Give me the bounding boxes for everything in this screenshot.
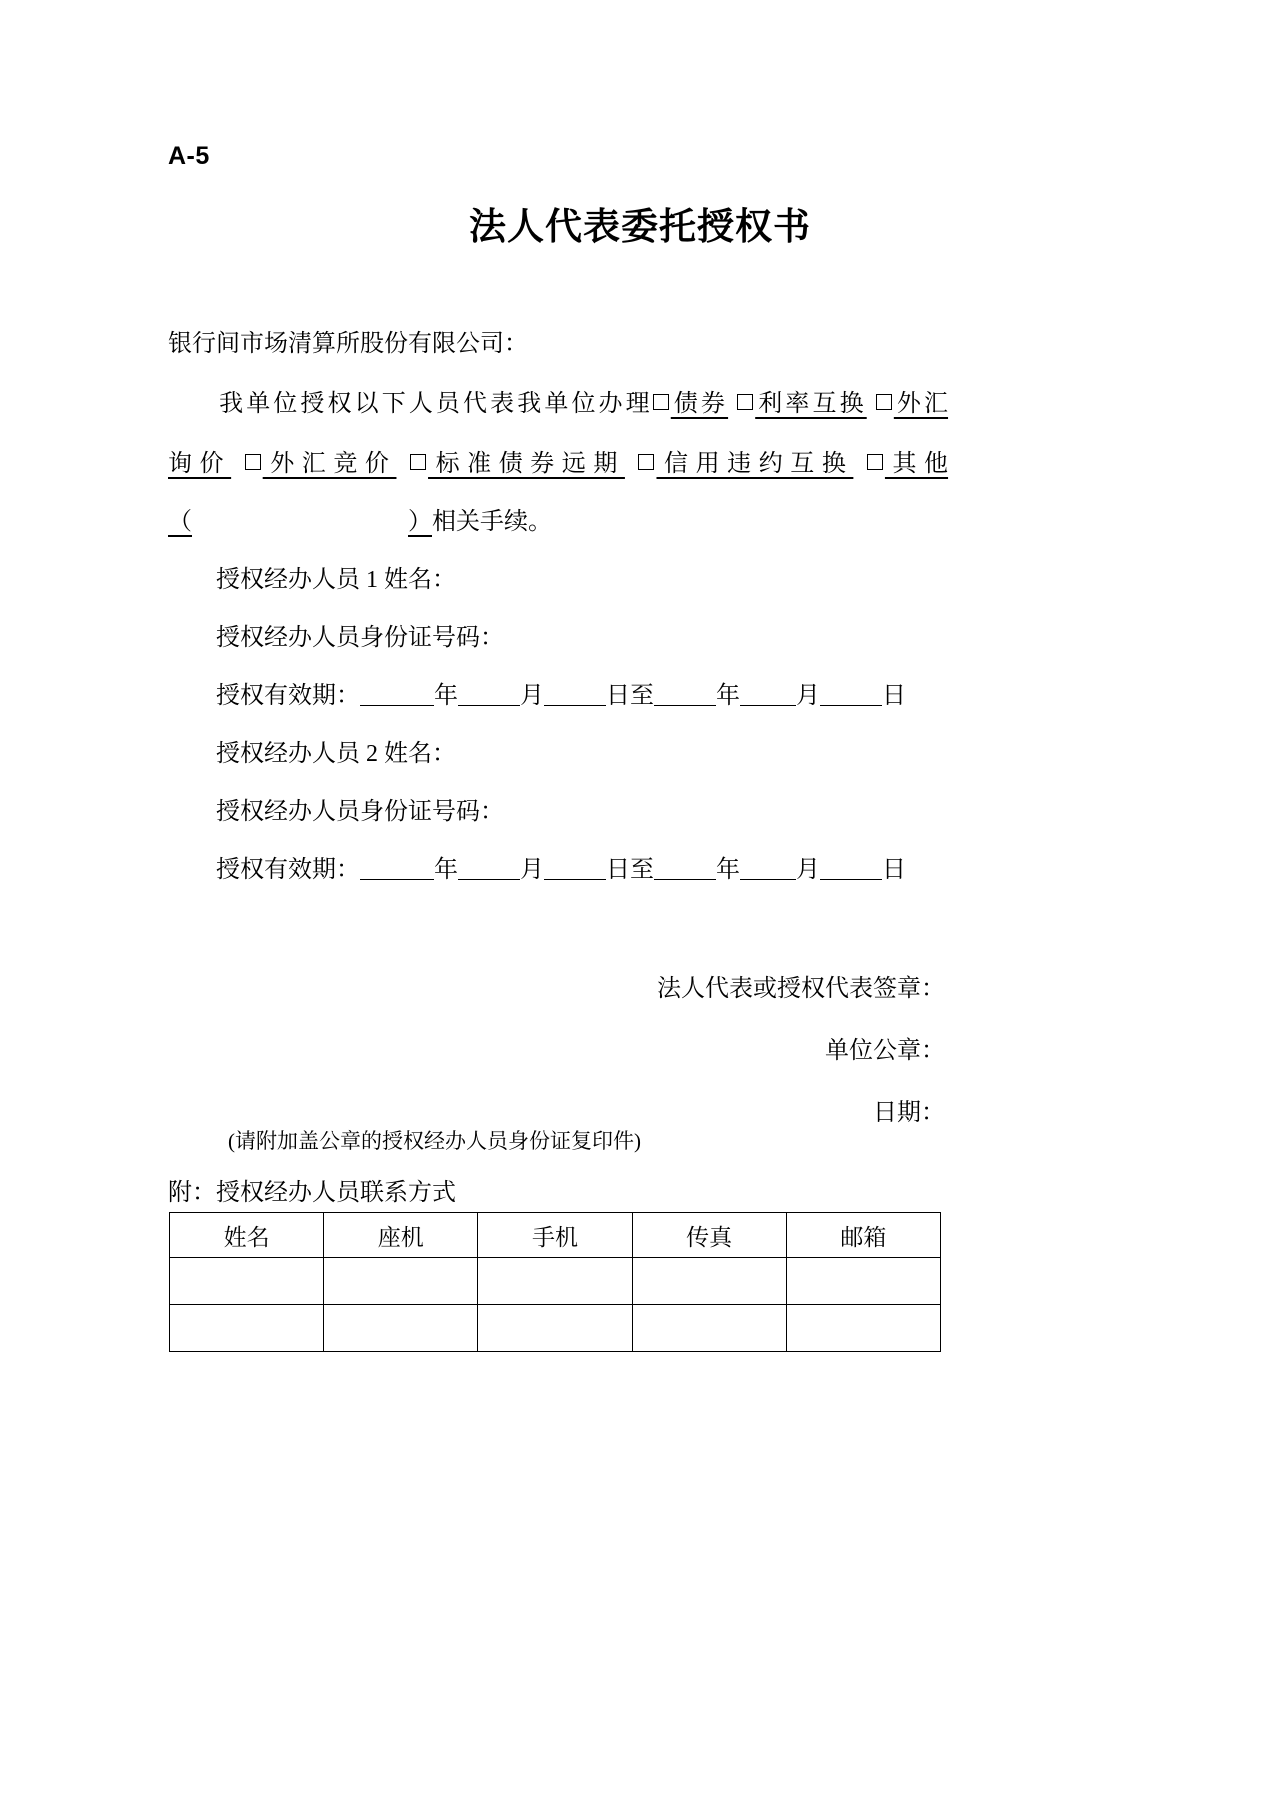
checkbox-icon[interactable]: [876, 394, 892, 410]
paren-close: ）: [408, 509, 432, 535]
checkbox-icon[interactable]: [638, 454, 654, 470]
checkbox-icon[interactable]: [653, 394, 669, 410]
document-body: [168, 315, 948, 899]
option-standard-bond-forward[interactable]: [410, 451, 625, 477]
unit-day-2: 日: [882, 683, 906, 709]
person2-end-day-input[interactable]: [820, 879, 882, 880]
signature-block: [0, 958, 1280, 1144]
company-seal-line: 单位公章：: [825, 1038, 945, 1064]
person1-start-year-input[interactable]: [360, 705, 434, 706]
checkbox-icon[interactable]: [737, 394, 753, 410]
person2-end-year-input[interactable]: [654, 879, 716, 880]
column-header-email: 邮箱: [786, 1213, 940, 1258]
cell-email[interactable]: [786, 1305, 940, 1352]
table-row: [170, 1258, 941, 1305]
option-fx-bidding-label: 外汇竞价: [262, 451, 397, 477]
unit-year-2: 年: [716, 683, 740, 709]
unit-month: 月: [520, 683, 544, 709]
person2-start-year-input[interactable]: [360, 879, 434, 880]
person1-id-field: [168, 609, 948, 667]
unit-day-to-2: 日至: [606, 857, 654, 883]
checkbox-icon[interactable]: [245, 454, 261, 470]
option-fx-inquiry-label-part1: 外汇: [893, 391, 949, 417]
unit-year: 年: [434, 683, 458, 709]
column-header-mobile: 手机: [478, 1213, 632, 1258]
column-header-landline: 座机: [324, 1213, 478, 1258]
cell-landline[interactable]: [324, 1258, 478, 1305]
unit-day-to: 日至: [606, 683, 654, 709]
attachment-label: 附：授权经办人员联系方式: [168, 1180, 456, 1206]
person1-start-month-input[interactable]: [458, 705, 520, 706]
person1-end-day-input[interactable]: [820, 705, 882, 706]
person2-id-label: 授权经办人员身份证号码：: [216, 799, 504, 825]
authorization-paragraph-line-3: [168, 493, 948, 551]
authorization-lead-text: 我单位授权以下人员代表我单位办理: [216, 391, 653, 417]
person1-name-label: 授权经办人员 1 姓名：: [216, 567, 456, 593]
person1-name-field: [168, 551, 948, 609]
person2-start-day-input[interactable]: [544, 879, 606, 880]
person2-validity-label: 授权有效期：: [216, 857, 360, 883]
person1-validity-label: 授权有效期：: [216, 683, 360, 709]
cell-fax[interactable]: [632, 1258, 786, 1305]
unit-month-3: 月: [520, 857, 544, 883]
contact-table: [169, 1212, 941, 1352]
option-fx-inquiry-part2[interactable]: [168, 451, 231, 477]
unit-year-3: 年: [434, 857, 458, 883]
option-credit-default-swap-label: 信用违约互换: [656, 451, 854, 477]
person2-name-label: 授权经办人员 2 姓名：: [216, 741, 456, 767]
legal-rep-signature-line: 法人代表或授权代表签章：: [657, 976, 945, 1002]
authorization-paragraph-line-1: [168, 375, 948, 433]
authorization-paragraph-line-2: [168, 435, 948, 493]
person1-end-year-input[interactable]: [654, 705, 716, 706]
attachment-note: (请附加盖公章的授权经办人员身份证复印件): [228, 1129, 641, 1153]
cell-mobile[interactable]: [478, 1258, 632, 1305]
option-interest-rate-swap-label: 利率互换: [755, 391, 867, 417]
document-code: A-5: [168, 142, 210, 170]
option-bond[interactable]: [653, 391, 728, 417]
person1-validity-field: [168, 667, 948, 725]
authorization-tail-text: 相关手续。: [432, 509, 552, 535]
unit-day-4: 日: [882, 857, 906, 883]
person2-start-month-input[interactable]: [458, 879, 520, 880]
table-header-row: [170, 1213, 941, 1258]
option-other[interactable]: [867, 451, 948, 477]
checkbox-icon[interactable]: [867, 454, 883, 470]
unit-month-2: 月: [796, 683, 820, 709]
checkbox-icon[interactable]: [410, 454, 426, 470]
person2-end-month-input[interactable]: [740, 879, 796, 880]
table-row: [170, 1305, 941, 1352]
person1-start-day-input[interactable]: [544, 705, 606, 706]
paren-open: （: [168, 509, 192, 535]
cell-mobile[interactable]: [478, 1305, 632, 1352]
page-title: 法人代表委托授权书: [469, 206, 811, 247]
option-standard-bond-forward-label: 标准债券远期: [428, 451, 625, 477]
person2-name-field: [168, 725, 948, 783]
person1-end-month-input[interactable]: [740, 705, 796, 706]
option-fx-inquiry-label-part2: 询价: [168, 451, 232, 477]
option-fx-bidding[interactable]: [245, 451, 397, 477]
option-credit-default-swap[interactable]: [638, 451, 853, 477]
option-bond-label: 债券: [670, 391, 729, 417]
option-other-label: 其他: [884, 451, 949, 477]
cell-name[interactable]: [170, 1305, 324, 1352]
column-header-fax: 传真: [632, 1213, 786, 1258]
cell-name[interactable]: [170, 1258, 324, 1305]
option-interest-rate-swap[interactable]: [737, 391, 867, 417]
column-header-name: 姓名: [170, 1213, 324, 1258]
person1-id-label: 授权经办人员身份证号码：: [216, 625, 504, 651]
cell-email[interactable]: [786, 1258, 940, 1305]
unit-month-4: 月: [796, 857, 820, 883]
date-line: 日期：: [873, 1100, 945, 1126]
cell-fax[interactable]: [632, 1305, 786, 1352]
option-fx-inquiry-part1[interactable]: [876, 391, 948, 417]
person2-validity-field: [168, 841, 948, 899]
unit-year-4: 年: [716, 857, 740, 883]
person2-id-field: [168, 783, 948, 841]
other-specify-blank[interactable]: [168, 509, 432, 535]
cell-landline[interactable]: [324, 1305, 478, 1352]
salutation: 银行间市场清算所股份有限公司：: [168, 331, 528, 357]
